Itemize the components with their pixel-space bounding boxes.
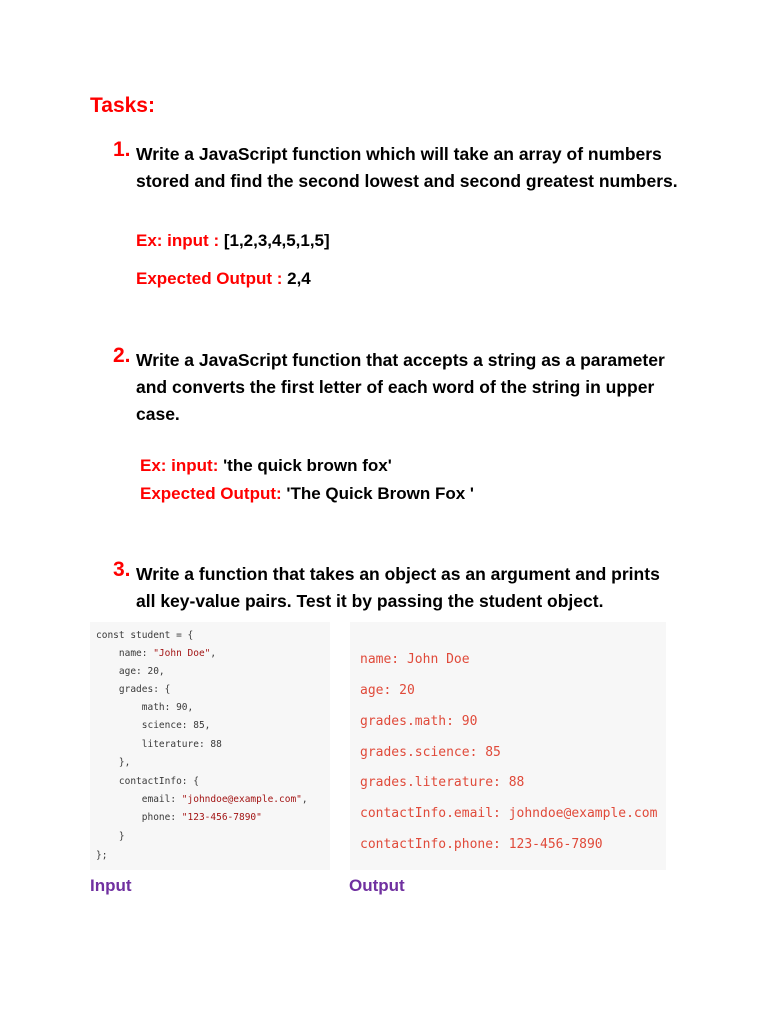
task-2-output-label: Expected Output: <box>140 484 282 503</box>
task-1-output-value: 2,4 <box>282 269 311 288</box>
code-key: phone: <box>96 812 182 823</box>
task-1-description <box>136 141 686 195</box>
task-2 <box>113 344 683 514</box>
code-line <box>96 648 216 659</box>
task-1-output-label: Expected Output : <box>136 269 283 288</box>
task-2-line-3: case. <box>136 404 180 424</box>
output-line: grades.math: 90 <box>360 714 478 729</box>
code-line: const student = { <box>96 630 194 641</box>
code-key: name: <box>96 648 154 659</box>
output-line: contactInfo.phone: 123-456-7890 <box>360 837 603 852</box>
code-string: "johndoe@example.com" <box>181 794 302 805</box>
task-2-input-value: 'the quick brown fox' <box>218 456 392 475</box>
output-line: grades.science: 85 <box>360 745 501 760</box>
task-1 <box>113 138 683 298</box>
task-1-line-2: stored and find the second lowest and second greatest numbers. <box>136 171 678 191</box>
code-line: literature: 88 <box>96 739 222 750</box>
task-3-number: 3. <box>113 558 131 581</box>
code-line: science: 85, <box>96 720 211 731</box>
code-line: contactInfo: { <box>96 776 199 787</box>
task-3-description <box>136 561 686 615</box>
code-line: math: 90, <box>96 702 194 713</box>
task-1-input-label: Ex: input : <box>136 231 220 250</box>
code-line: age: 20, <box>96 666 165 677</box>
task-2-output-value: 'The Quick Brown Fox ' <box>281 484 474 503</box>
output-caption: Output <box>349 876 405 895</box>
code-punct: , <box>301 794 308 805</box>
code-line <box>96 812 262 823</box>
code-line: }; <box>96 850 108 861</box>
code-line: }, <box>96 757 131 768</box>
code-string: "123-456-7890" <box>181 812 262 823</box>
code-line: } <box>96 831 125 842</box>
code-punct: , <box>210 648 217 659</box>
task-1-line-1: Write a JavaScript function which will take an array of numbers <box>136 144 662 164</box>
code-string: "John Doe" <box>153 648 211 659</box>
task-2-description <box>136 347 686 428</box>
output-line: age: 20 <box>360 683 415 698</box>
output-line: grades.literature: 88 <box>360 775 525 790</box>
task-1-input-value: [1,2,3,4,5,1,5] <box>219 231 330 250</box>
task-3-line-1: Write a function that takes an object as an argument and prints <box>136 564 660 584</box>
task-2-line-2: and converts the first letter of each word of the string in upper <box>136 377 655 397</box>
task-1-example-output <box>136 269 311 289</box>
task-1-number: 1. <box>113 138 131 161</box>
code-line <box>96 794 308 805</box>
task-2-example-output <box>140 484 474 504</box>
code-key: email: <box>96 794 182 805</box>
task-2-line-1: Write a JavaScript function that accepts a string as a parameter <box>136 350 665 370</box>
task-2-number: 2. <box>113 344 131 367</box>
task-2-example-input <box>140 456 392 476</box>
task-3 <box>113 558 683 618</box>
output-line: name: John Doe <box>360 652 470 667</box>
tasks-heading: Tasks: <box>90 94 155 117</box>
task-2-input-label: Ex: input: <box>140 456 219 475</box>
code-line: grades: { <box>96 684 171 695</box>
task-3-line-2: all key-value pairs. Test it by passing the student object. <box>136 591 604 611</box>
output-line: contactInfo.email: johndoe@example.com <box>360 806 658 821</box>
task-1-example-input <box>136 231 330 251</box>
input-caption: Input <box>90 876 132 895</box>
code-input-box <box>90 622 330 870</box>
code-output-box <box>350 622 666 870</box>
